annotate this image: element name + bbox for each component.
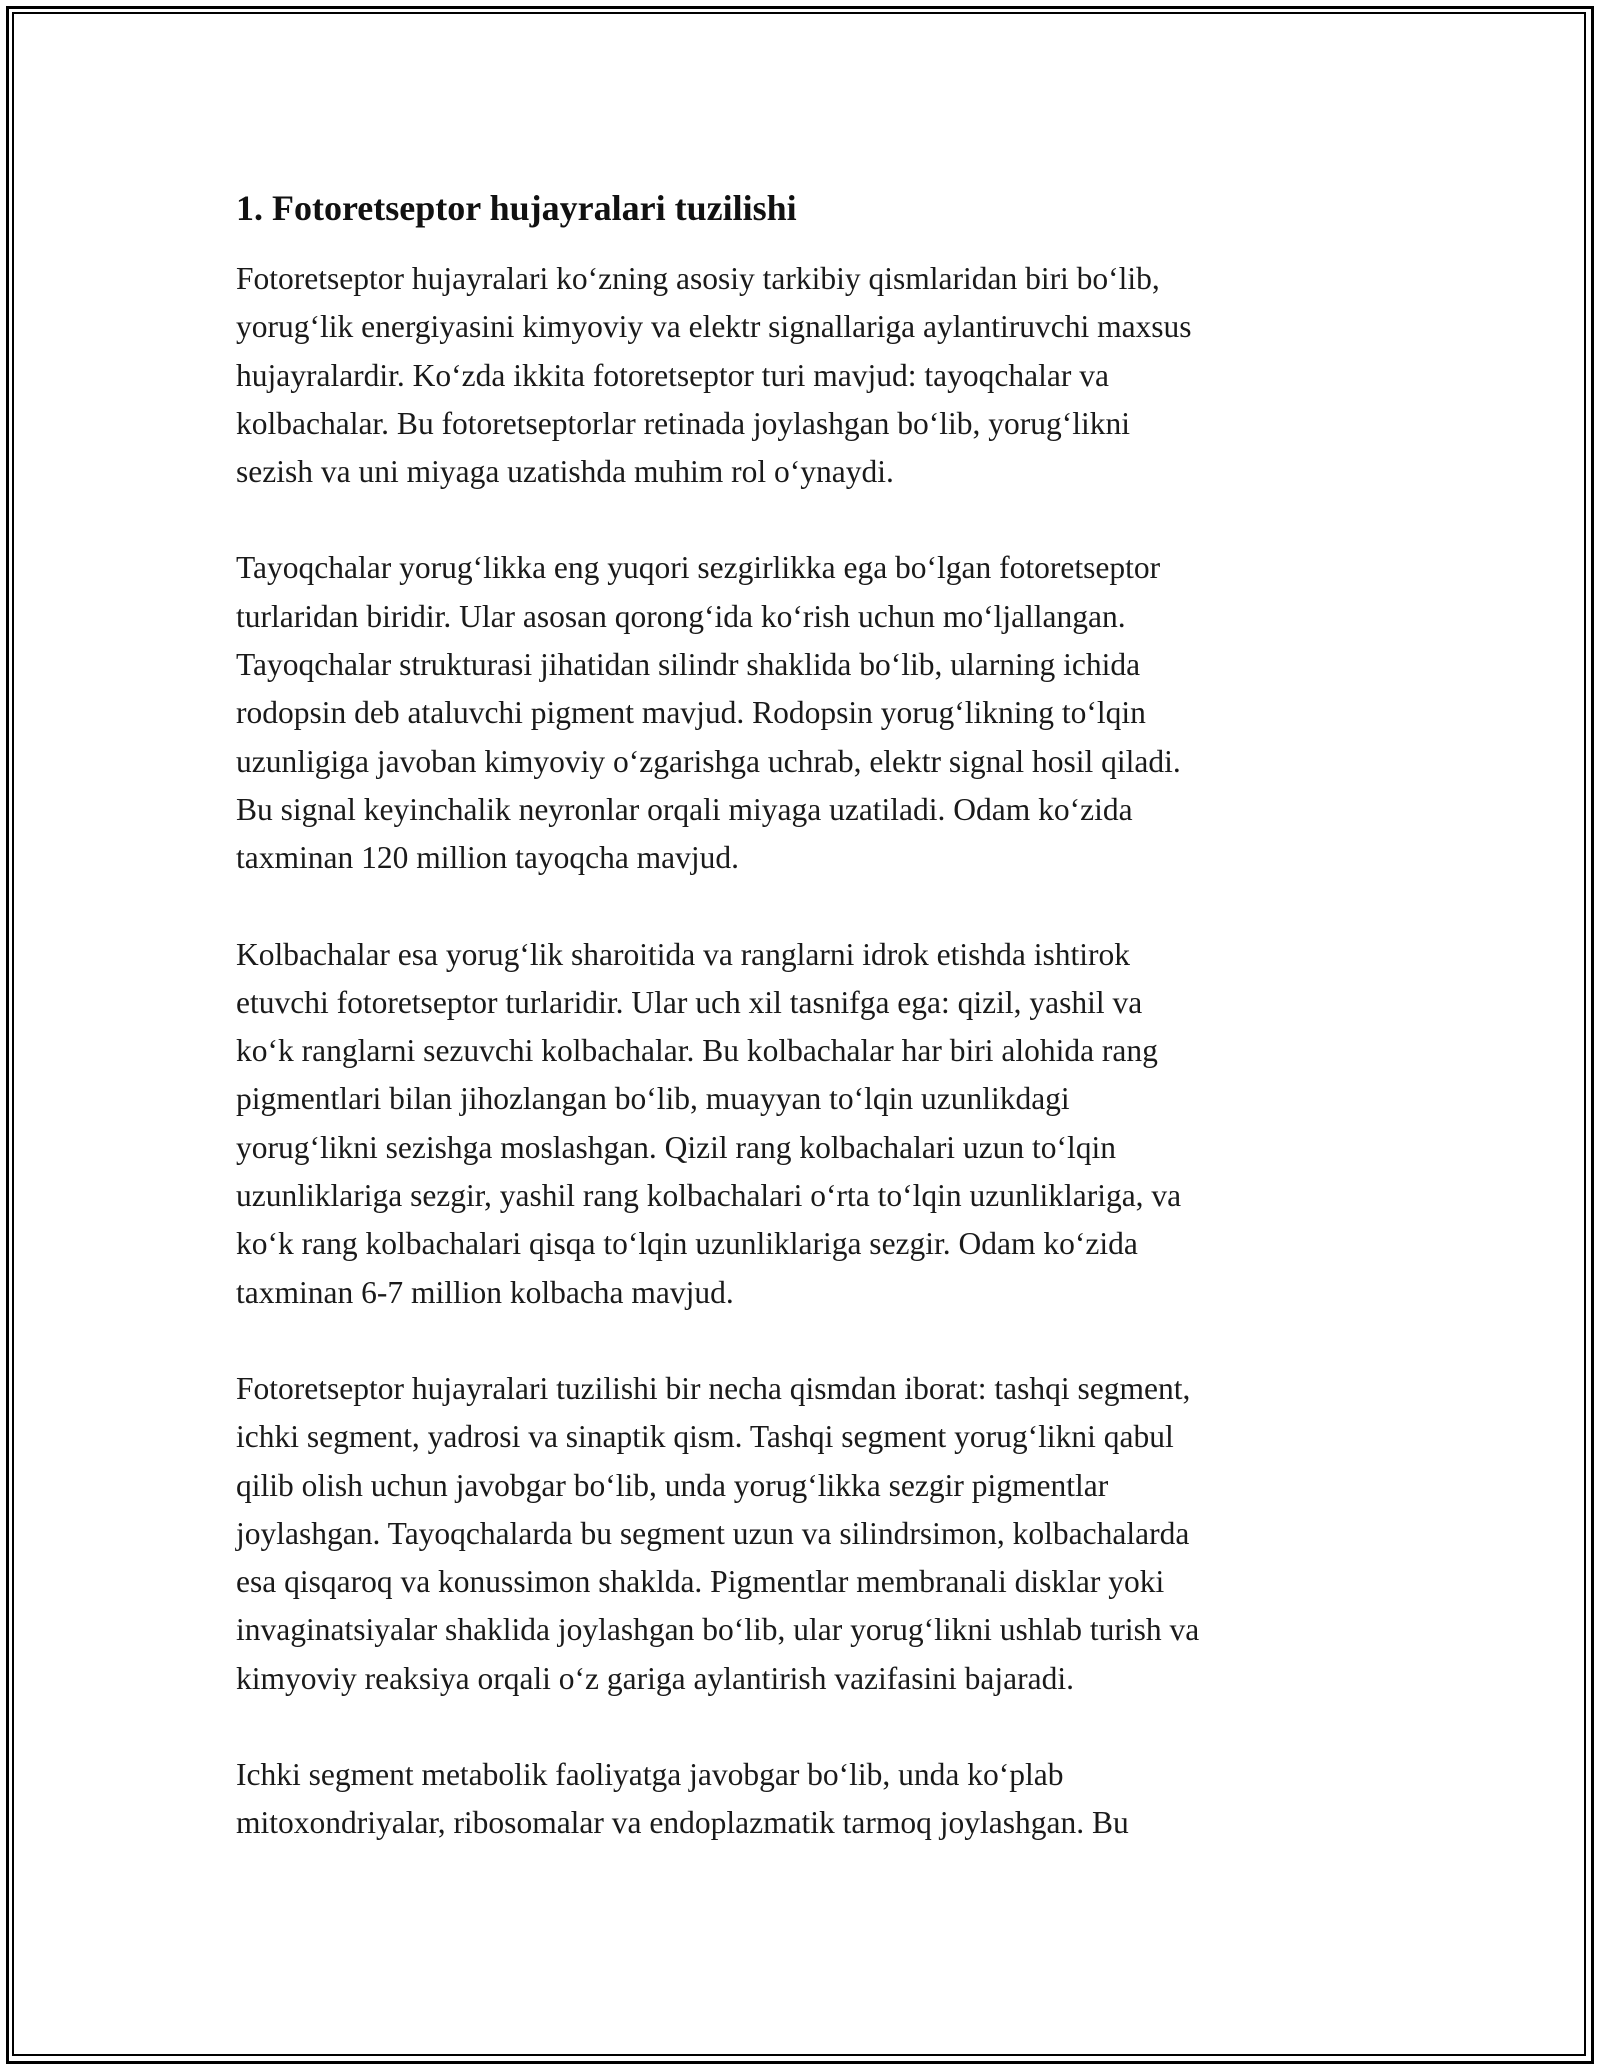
- text-line: Fotoretseptor hujayralari ko‘zning asosiy tarkibiy qismlaridan biri bo‘lib,: [236, 261, 1160, 296]
- text-line: kimyoviy reaksiya orqali o‘z gariga aylantirish vazifasini bajaradi.: [236, 1660, 1074, 1696]
- section-heading: 1. Fotoretseptor hujayralari tuzilishi: [236, 188, 797, 228]
- paragraph-4: [236, 1365, 1386, 1703]
- text-line: kolbachalar. Bu fotoretseptorlar retinada joylashgan bo‘lib, yorug‘likni: [236, 405, 1130, 441]
- paragraph-1: [236, 255, 1386, 496]
- text-line: Tayoqchalar strukturasi jihatidan silindr shaklida bo‘lib, ularning ichida: [236, 647, 1141, 683]
- text-line: ko‘k rang kolbachalari qisqa to‘lqin uzunliklariga sezgir. Odam ko‘zida: [236, 1226, 1138, 1262]
- text-line: pigmentlari bilan jihozlangan bo‘lib, muayyan to‘lqin uzunlikdagi: [236, 1081, 1070, 1117]
- text-line: etuvchi fotoretseptor turlaridir. Ular uch xil tasnifga ega: qizil, yashil va: [236, 984, 1143, 1020]
- text-line: Bu signal keyinchalik neyronlar orqali miyaga uzatiladi. Odam ko‘zida: [236, 791, 1133, 827]
- text-line: mitoxondriyalar, ribosomalar va endoplazmatik tarmoq joylashgan. Bu: [236, 1805, 1129, 1841]
- text-line: uzunliklariga sezgir, yashil rang kolbachalari o‘rta to‘lqin uzunliklariga, va: [236, 1178, 1182, 1214]
- text-line: rodopsin deb ataluvchi pigment mavjud. Rodopsin yorug‘likning to‘lqin: [236, 695, 1146, 731]
- text-line: yorug‘likni sezishga moslashgan. Qizil rang kolbachalari uzun to‘lqin: [236, 1129, 1117, 1165]
- text-line: Fotoretseptor hujayralari tuzilishi bir necha qismdan iborat: tashqi segment,: [236, 1370, 1191, 1406]
- text-line: joylashgan. Tayoqchalarda bu segment uzun va silindrsimon, kolbachalarda: [236, 1515, 1190, 1551]
- text-line: sezish va uni miyaga uzatishda muhim rol o‘ynaydi.: [236, 454, 894, 490]
- text-line: turlaridan biridir. Ular asosan qorong‘ida ko‘rish uchun mo‘ljallangan.: [236, 598, 1126, 634]
- text-line: esa qisqaroq va konussimon shakldа. Pigmentlar membranali disklar yoki: [236, 1564, 1165, 1600]
- paragraph-3: [236, 931, 1386, 1317]
- text-line: Kolbachalar esa yorug‘lik sharoitida va ranglarni idrok etishda ishtirok: [236, 936, 1130, 972]
- text-line: ichki segment, yadrosi va sinaptik qism. Tashqi segment yorug‘likni qabul: [236, 1419, 1174, 1455]
- text-line: ko‘k ranglarni sezuvchi kolbachalar. Bu kolbachalar har biri alohida rang: [236, 1033, 1158, 1069]
- document-body: [236, 185, 1386, 1896]
- text-line: invaginatsiyalar shaklida joylashgan bo‘lib, ular yorug‘likni ushlab turish va: [236, 1612, 1200, 1648]
- text-line: qilib olish uchun javobgar bo‘lib, unda yorug‘likka sezgir pigmentlar: [236, 1467, 1109, 1503]
- paragraph-2: [236, 544, 1386, 882]
- text-line: Ichki segment metabolik faoliyatga javobgar bo‘lib, unda ko‘plab: [236, 1757, 1064, 1793]
- text-line: Tayoqchalar yorug‘likka eng yuqori sezgirlikka ega bo‘lgan fotoretseptor: [236, 550, 1161, 586]
- text-line: uzunligiga javoban kimyoviy o‘zgarishga uchrab, elektr signal hosil qiladi.: [236, 743, 1181, 779]
- text-line: taxminan 120 million tayoqcha mavjud.: [236, 840, 740, 876]
- paragraph-5: [236, 1751, 1386, 1848]
- text-line: yorug‘lik energiyasini kimyoviy va elektr signallariga aylantiruvchi maxsus: [236, 309, 1192, 345]
- text-line: hujayralardir. Ko‘zda ikkita fotoretseptor turi mavjud: tayoqchalar va: [236, 357, 1109, 393]
- text-line: taxminan 6-7 million kolbacha mavjud.: [236, 1274, 734, 1310]
